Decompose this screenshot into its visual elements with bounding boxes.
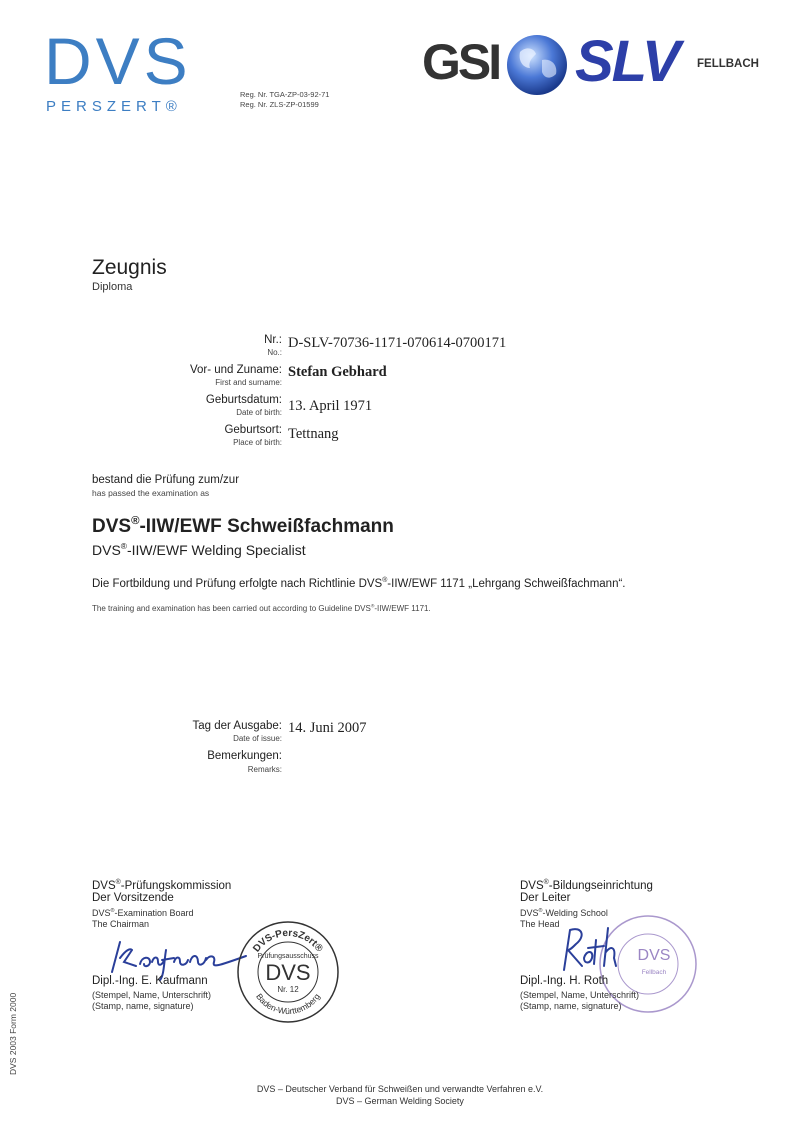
number-label: Nr.: <box>264 334 282 346</box>
footer-line-1: DVS – Deutscher Verband für Schweißen und verwandte Verfahren e.V. <box>256 1084 544 1094</box>
right-stamp-instruction-en: (Stamp, name, signature) <box>520 1001 622 1011</box>
right-stamp-instruction-de: (Stempel, Name, Unterschrift) <box>520 990 640 1000</box>
pob-value: Tettnang <box>288 426 339 442</box>
right-stamp-instruction <box>520 990 639 1012</box>
registration-number-2: Reg. Nr. ZLS-ZP-01599 <box>240 100 319 109</box>
gsi-logo: GSI <box>422 34 500 90</box>
name-value: Stefan Gebhard <box>288 364 387 380</box>
qualification-title-en: DVS®-IIW/EWF Welding Specialist <box>92 541 306 558</box>
name-label: Vor- und Zuname: <box>189 364 282 376</box>
issue-date-value: 14. Juni 2007 <box>288 720 367 736</box>
right-signature-header <box>520 880 653 904</box>
slv-logo: SLV <box>575 29 679 94</box>
dob-value: 13. April 1971 <box>288 398 373 414</box>
head-signature <box>556 922 626 976</box>
head-role-en: The Head <box>520 919 560 929</box>
globe-icon <box>506 34 568 96</box>
dob-label: Geburtsdatum: <box>205 394 282 406</box>
examination-board-de: DVS®-Prüfungskommission <box>92 879 232 892</box>
remarks-label-en: Remarks: <box>247 765 282 774</box>
school-seal-city-text: Fellbach <box>641 969 667 976</box>
left-stamp-instruction-de: (Stempel, Name, Unterschrift) <box>92 990 212 1000</box>
dvs-logo-subtitle: PERSZERT® <box>46 98 182 115</box>
pob-label-en: Place of birth: <box>233 438 282 447</box>
document-subtitle: Diploma <box>92 281 133 293</box>
document-title: Zeugnis <box>92 256 167 279</box>
dvs-logo: DVS <box>44 24 192 98</box>
footer-line-2: DVS – German Welding Society <box>336 1096 464 1106</box>
welding-school-en: DVS®-Welding School <box>520 908 608 918</box>
training-statement-en: The training and examination has been carried out according to Guideline DVS®-IIW/EWF 1171. <box>92 604 431 613</box>
seal-top-text: DVS-PersZert® <box>251 927 325 955</box>
number-value: D-SLV-70736-1171-070614-0700171 <box>288 335 507 351</box>
left-signature-header-en <box>92 908 194 930</box>
svg-text:DVS-PersZert® <box>251 928 325 955</box>
issue-date-label: Tag der Ausgabe: <box>192 720 282 732</box>
form-number-side-text: DVS 2003 Form 2000 <box>8 992 18 1075</box>
seal-dvs-text: DVS <box>265 960 311 985</box>
name-label-en: First and surname: <box>215 378 282 387</box>
svg-text:Baden-Württemberg <box>254 991 322 1016</box>
examination-board-seal <box>236 920 340 1024</box>
passed-text-en: has passed the examination as <box>92 488 210 498</box>
remarks-label: Bemerkungen: <box>207 750 282 762</box>
seal-bottom-text: Baden-Württemberg <box>254 991 322 1017</box>
left-signature-header <box>92 880 231 904</box>
pob-label: Geburtsort: <box>224 424 282 436</box>
examination-board-en: DVS®-Examination Board <box>92 908 194 918</box>
head-role-de: Der Leiter <box>520 892 571 904</box>
seal-committee-text: Prüfungsausschuss <box>257 953 319 960</box>
school-seal-dvs-text: DVS <box>637 947 671 964</box>
dob-label-en: Date of birth: <box>236 408 282 417</box>
left-stamp-instruction <box>92 990 211 1012</box>
registration-number-1: Reg. Nr. TGA-ZP-03-92-71 <box>240 90 330 99</box>
chairman-role-de: Der Vorsitzende <box>92 892 174 904</box>
head-name: Dipl.-Ing. H. Roth <box>520 975 609 987</box>
fellbach-label: FELLBACH <box>697 58 759 70</box>
number-label-en: No.: <box>267 348 282 357</box>
seal-number-text: Nr. 12 <box>277 985 299 994</box>
chairman-name: Dipl.-Ing. E. Kaufmann <box>92 975 208 987</box>
chairman-role-en: The Chairman <box>92 919 150 929</box>
qualification-title: DVS®-IIW/EWF Schweißfachmann <box>92 515 394 537</box>
training-statement: Die Fortbildung und Prüfung erfolgte nach Richtlinie DVS®-IIW/EWF 1171 „Lehrgang Schweißfachmann“. <box>92 577 626 590</box>
passed-text: bestand die Prüfung zum/zur <box>92 474 240 486</box>
left-stamp-instruction-en: (Stamp, name, signature) <box>92 1001 194 1011</box>
issue-date-label-en: Date of issue: <box>233 734 282 743</box>
welding-school-de: DVS®-Bildungseinrichtung <box>520 879 653 892</box>
